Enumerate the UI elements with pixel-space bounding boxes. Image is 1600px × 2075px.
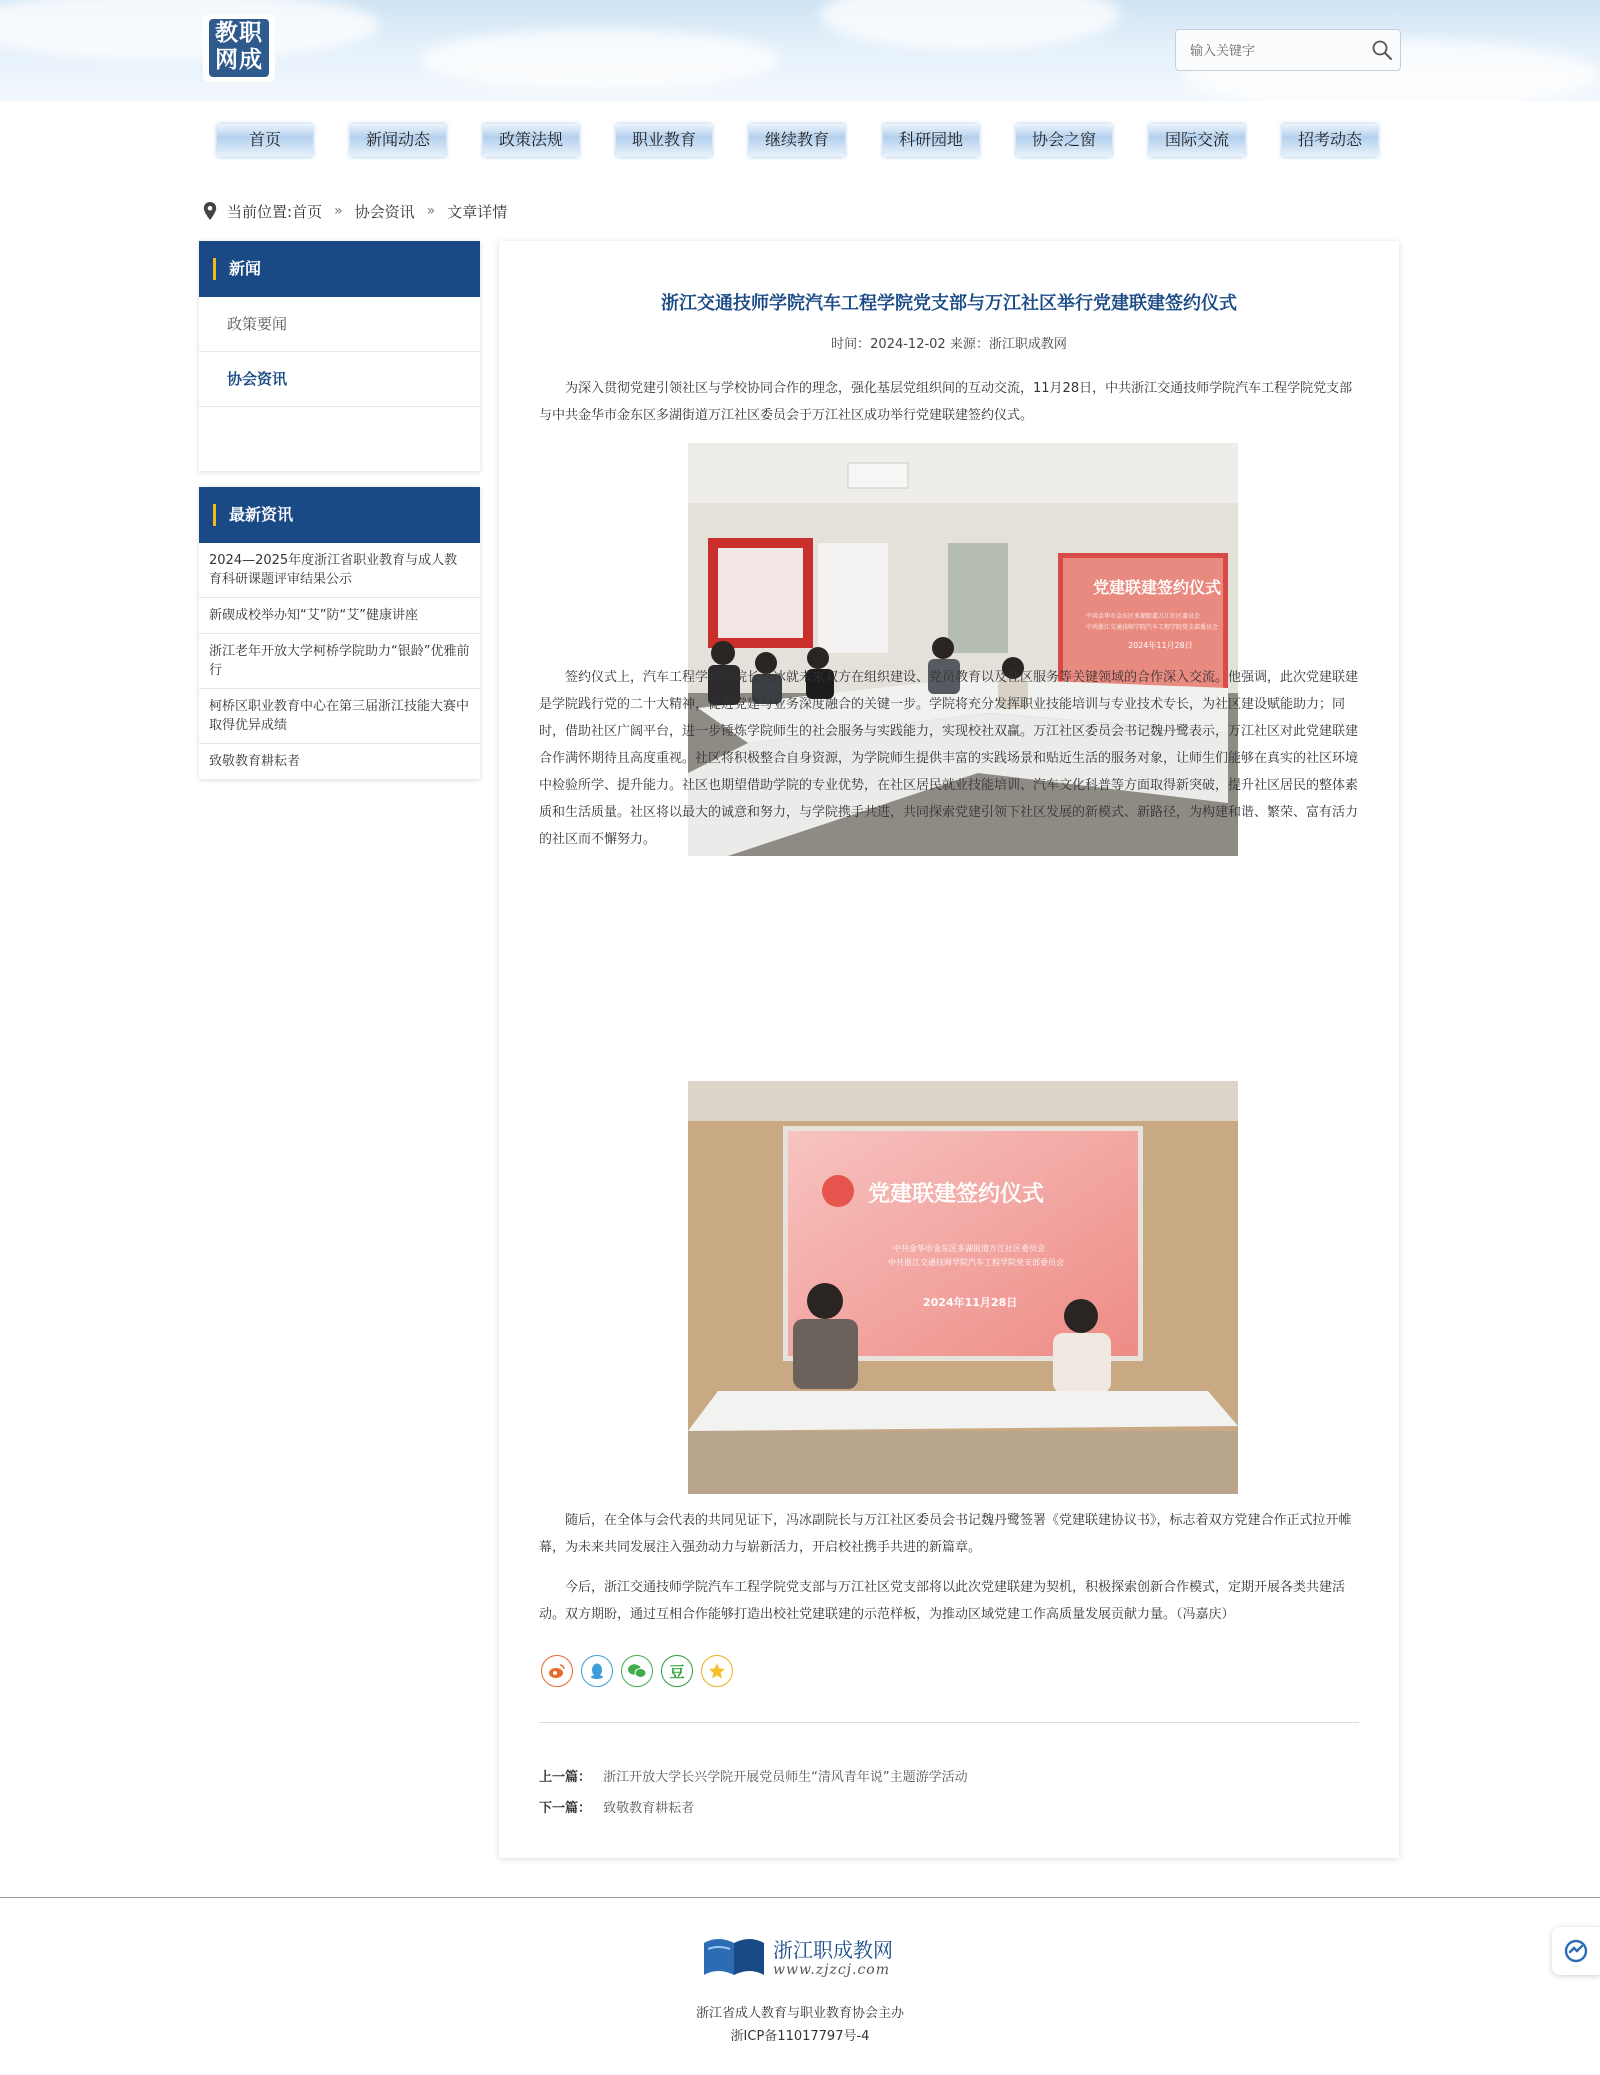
sidebar-latest-news: [199, 487, 480, 779]
search-icon[interactable]: [1370, 38, 1394, 62]
latest-news-item[interactable]: 浙江老年开放大学柯桥学院助力“银龄”优雅前行: [199, 634, 480, 689]
divider: [539, 1722, 1359, 1723]
breadcrumb: [203, 199, 507, 223]
screen-date-text: 2024年11月28日: [923, 1296, 1018, 1309]
latest-news-item[interactable]: 致敬教育耕耘者: [209, 754, 301, 769]
nav-item-admission[interactable]: 招考动态: [1282, 124, 1378, 157]
breadcrumb-home[interactable]: 首页: [292, 202, 323, 221]
location-pin-icon: [203, 202, 217, 220]
screen-line1-text: 中共金华市金东区多湖街道万江社区委员会: [893, 1244, 1045, 1253]
article-title: 浙江交通技师学院汽车工程学院党支部与万江社区举行党建联建签约仪式: [661, 293, 1237, 314]
douban-icon[interactable]: 豆: [661, 1655, 693, 1687]
article-paragraph: 签约仪式上，汽车工程学院副院长冯冰就未来双方在组织建设、党员教育以及社区服务等关键领域的合作深入交流。他强调，此次党建联建是学院践行党的二十大精神，促进党建与业务深度融合的关键一步。学院将充分发挥职业技能培训与专业技术专长，为社区建设赋能助力；同时，借助社区广阔平台，进一步锤炼学院师生的社会服务与实践能力，实现校社双赢。万江社区委员会书记魏丹鹭表示，万江社区对此党建联建合作满怀期待且高度重视。社区将积极整合自身资源，为学院师生提供丰富的实践场景和贴近生活的服务对象，让师生们能够在真实的社区环境中检验所学、提升能力。社区也期望借助学院的专业优势，在社区居民就业技能培训、汽车文化科普等方面取得新突破，提升社区居民的整体素质和生活质量。社区将以最大的诚意和努力，与学院携手共进，共同探索党建引领下社区发展的新模式、新路径，为构建和谐、繁荣、富有活力的社区而不懈努力。: [539, 670, 1359, 847]
screen-line1-text: 中共金华市金东区多湖街道万江社区委员会: [1086, 613, 1201, 620]
screen-line2-text: 中共浙江交通技师学院汽车工程学院党支部委员会: [1086, 624, 1219, 631]
sidebar-item-association-news[interactable]: 协会资讯: [199, 352, 480, 407]
nav-item-news[interactable]: 新闻动态: [350, 124, 446, 157]
nav-item-international[interactable]: 国际交流: [1149, 124, 1245, 157]
footer-host: 浙江省成人教育与职业教育协会主办: [695, 2006, 904, 2021]
nav-item-vocational[interactable]: 职业教育: [616, 124, 712, 157]
prev-article-label: 上一篇：: [539, 1770, 592, 1785]
sidebar-section-news: [199, 241, 480, 471]
next-article-label: 下一篇：: [539, 1801, 592, 1816]
screen-title-text: 党建联建签约仪式: [1093, 578, 1222, 597]
search-box: [1175, 29, 1401, 71]
next-article: [539, 1797, 694, 1816]
latest-news-item[interactable]: 2024—2025年度浙江省职业教育与成人教育科研课题评审结果公示: [199, 543, 480, 598]
chevron-double-right-icon: »: [334, 203, 343, 219]
nav-item-research[interactable]: 科研园地: [883, 124, 979, 157]
sidebar-item-policy-news[interactable]: 政策要闻: [199, 297, 480, 352]
logo-text-line2: 网成: [215, 46, 263, 73]
qzone-icon[interactable]: [701, 1655, 733, 1687]
assistant-icon: [1563, 1938, 1589, 1964]
chevron-double-right-icon: »: [426, 203, 436, 219]
latest-news-title: 最新资讯: [199, 487, 480, 543]
share-bar: [541, 1655, 733, 1689]
weibo-icon[interactable]: [541, 1655, 573, 1687]
article-paragraph: 为深入贯彻党建引领社区与学校协同合作的理念，强化基层党组织间的互动交流，11月28日，中共浙江交通技师学院汽车工程学院党支部与中共金华市金东区多湖街道万江社区委员会于万江社区成功举行党建联建签约仪式。: [539, 381, 1353, 423]
screen-date-text: 2024年11月28日: [1128, 641, 1193, 650]
footer-divider: [0, 1897, 1600, 1898]
prev-article: [539, 1766, 968, 1785]
nav-item-continuing[interactable]: 继续教育: [749, 124, 845, 157]
nav-item-home[interactable]: 首页: [217, 124, 313, 157]
article-paragraph: 今后，浙江交通技师学院汽车工程学院党支部与万江社区党支部将以此次党建联建为契机，积极探索创新合作模式，定期开展各类共建活动。双方期盼，通过互相合作能够打造出校社党建联建的示范样板，为推动区域党建工作高质量发展贡献力量。（冯嘉庆）: [539, 1580, 1346, 1622]
footer-url[interactable]: www.zjzcj.com: [773, 1962, 891, 1978]
floating-assistant-button[interactable]: [1552, 1927, 1600, 1975]
search-input[interactable]: [1188, 38, 1362, 64]
qq-icon[interactable]: [581, 1655, 613, 1687]
next-article-link[interactable]: 致敬教育耕耘者: [603, 1801, 695, 1816]
article-paragraph: 随后，在全体与会代表的共同见证下，冯冰副院长与万江社区委员会书记魏丹鹭签署《党建联建协议书》，标志着双方党建合作正式拉开帷幕，为未来共同发展注入强劲动力与崭新活力，开启校社携手共进的新篇章。: [539, 1513, 1352, 1555]
latest-news-item[interactable]: 柯桥区职业教育中心在第三届浙江技能大赛中取得优异成绩: [199, 689, 480, 744]
prev-article-link[interactable]: 浙江开放大学长兴学院开展党员师生“清风青年说”主题游学活动: [603, 1770, 968, 1785]
wechat-icon[interactable]: [621, 1655, 653, 1687]
site-logo[interactable]: [203, 14, 275, 82]
article-container: [499, 241, 1399, 1858]
breadcrumb-current: 文章详情: [447, 202, 508, 221]
main-nav: [217, 124, 1387, 158]
latest-news-item[interactable]: 新碶成校举办知“艾”防“艾”健康讲座: [199, 598, 480, 634]
footer-brand: 浙江职成教网: [773, 1938, 893, 1962]
sidebar-section-title: 新闻: [199, 241, 480, 297]
breadcrumb-prefix: 当前位置:: [227, 202, 293, 221]
breadcrumb-association-news[interactable]: 协会资讯: [354, 202, 415, 221]
article-photo-signing: [688, 1081, 1238, 1494]
screen-line2-text: 中共浙江交通技师学院汽车工程学院党支部委员会: [888, 1258, 1064, 1267]
article-meta: 时间：2024-12-02 来源：浙江职成教网: [831, 337, 1067, 352]
footer-icp[interactable]: 浙ICP备11017797号-4: [730, 2029, 870, 2044]
nav-item-association[interactable]: 协会之窗: [1016, 124, 1112, 157]
screen-title-text: 党建联建签约仪式: [868, 1182, 1045, 1207]
header-banner: [0, 0, 1600, 101]
sidebar: [199, 241, 480, 779]
logo-text-line1: 教职: [215, 19, 263, 46]
nav-item-policy[interactable]: 政策法规: [483, 124, 579, 157]
